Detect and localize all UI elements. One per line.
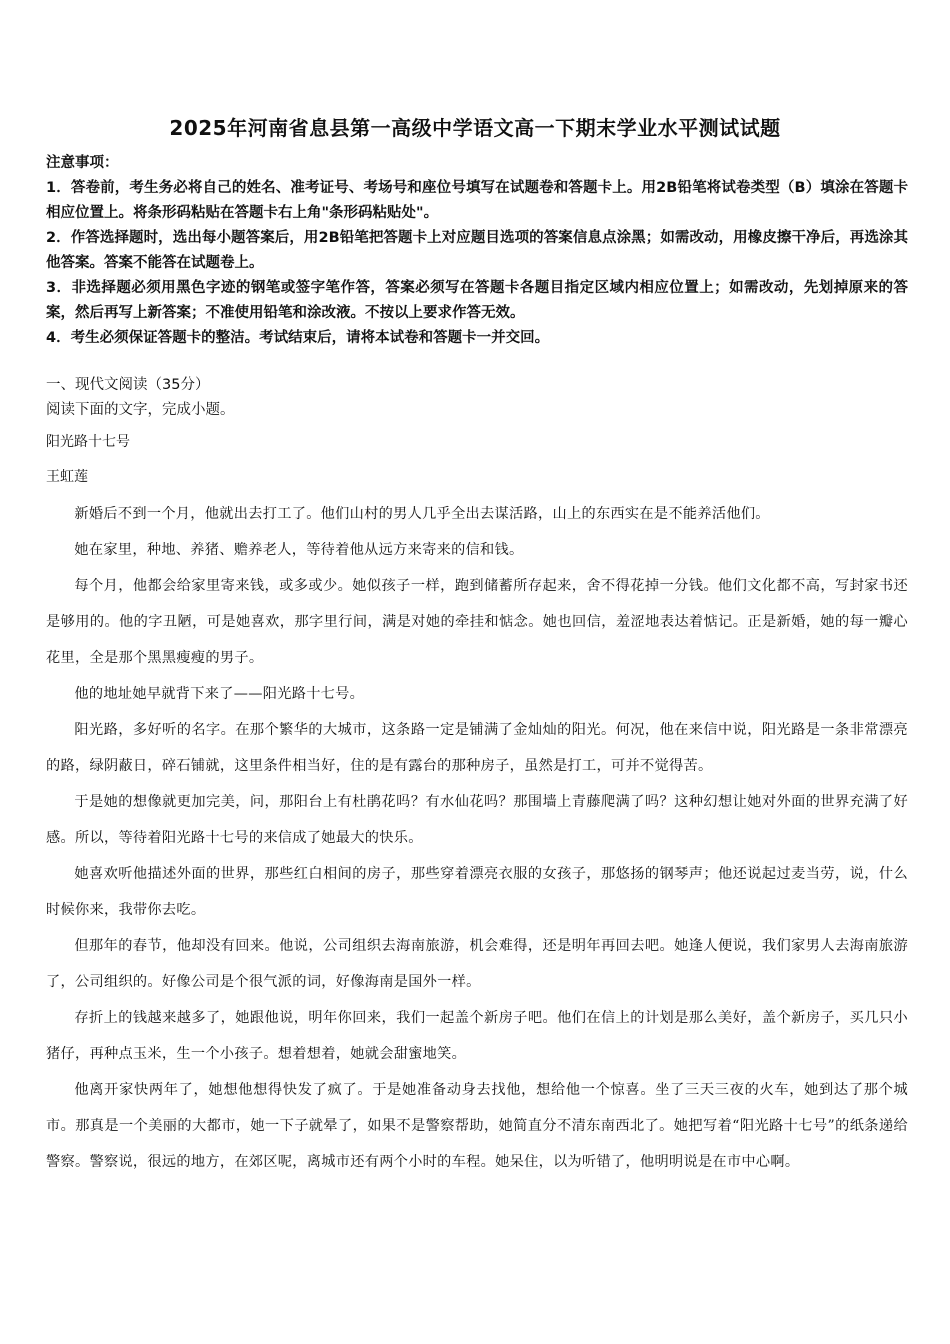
- section-heading: 一、现代文阅读（35分）: [46, 377, 210, 393]
- article-paragraph: 阳光路，多好听的名字。在那个繁华的大城市，这条路一定是铺满了金灿灿的阳光。何况，他在来信中说，阳光路是一条非常漂亮的路，绿阴蔽日，碎石铺就，这里条件相当好，住的是有露台的那种房子，虽然是打工，可并不觉得苦。: [46, 722, 908, 774]
- article-paragraph: 他离开家快两年了，她想他想得快发了疯了。于是她准备动身去找他，想给他一个惊喜。坐了三天三夜的火车，她到达了那个城市。那真是一个美丽的大都市，她一下子就晕了，如果不是警察帮助，她简直分不清东南西北了。她把写着“阳光路十七号”的纸条递给警察。警察说，很远的地方，在郊区呢，离城市还有两个小时的车程。她呆住，以为听错了，他明明说是在市中心啊。: [46, 1082, 908, 1170]
- article-paragraph: 她喜欢听他描述外面的世界，那些红白相间的房子，那些穿着漂亮衣服的女孩子，那悠扬的钢琴声；他还说起过麦当劳，说，什么时候你来，我带你去吃。: [46, 866, 908, 918]
- article-author: 王虹莲: [46, 469, 88, 485]
- notes-block: [46, 151, 908, 351]
- notes-heading: 注意事项：: [46, 155, 119, 171]
- article-paragraph: 于是她的想像就更加完美，问，那阳台上有杜鹃花吗？有水仙花吗？那围墙上青藤爬满了吗？这种幻想让她对外面的世界充满了好感。所以，等待着阳光路十七号的来信成了她最大的快乐。: [46, 794, 908, 846]
- section-instruction: 阅读下面的文字，完成小题。: [46, 402, 235, 418]
- note-item: 3．非选择题必须用黑色字迹的钢笔或签字笔作答，答案必须写在答题卡各题目指定区域内相应位置上；如需改动，先划掉原来的答案，然后再写上新答案；不准使用铅笔和涂改液。不按以上要求作答无效。: [46, 280, 908, 321]
- note-item: 2．作答选择题时，选出每小题答案后，用2B铅笔把答题卡上对应题目选项的答案信息点涂黑；如需改动，用橡皮擦干净后，再选涂其他答案。答案不能答在试题卷上。: [46, 230, 908, 271]
- article-paragraph: 存折上的钱越来越多了，她跟他说，明年你回来，我们一起盖个新房子吧。他们在信上的计划是那么美好，盖个新房子，买几只小猪仔，再种点玉米，生一个小孩子。想着想着，她就会甜蜜地笑。: [46, 1010, 908, 1062]
- article-paragraph: 但那年的春节，他却没有回来。他说，公司组织去海南旅游，机会难得，还是明年再回去吧。她逢人便说，我们家男人去海南旅游了，公司组织的。好像公司是个很气派的词，好像海南是国外一样。: [46, 938, 908, 990]
- exam-title: 2025年河南省息县第一高级中学语文高一下期末学业水平测试试题: [169, 116, 781, 140]
- article-paragraph: 她在家里，种地、养猪、赡养老人，等待着他从远方来寄来的信和钱。: [74, 542, 524, 558]
- note-item: 1．答卷前，考生务必将自己的姓名、准考证号、考场号和座位号填写在试题卷和答题卡上。用2B铅笔将试卷类型（B）填涂在答题卡相应位置上。将条形码粘贴在答题卡右上角"条形码粘贴处"。: [46, 180, 908, 221]
- article-paragraph: 每个月，他都会给家里寄来钱，或多或少。她似孩子一样，跑到储蓄所存起来，舍不得花掉一分钱。他们文化都不高，写封家书还是够用的。他的字丑陋，可是她喜欢，那字里行间，满是对她的牵挂和惦念。她也回信，羞涩地表达着惦记。正是新婚，她的每一瓣心花里，全是那个黑黑瘦瘦的男子。: [46, 578, 908, 666]
- note-item: 4．考生必须保证答题卡的整洁。考试结束后，请将本试卷和答题卡一并交回。: [46, 330, 550, 346]
- article-body: [46, 496, 908, 1180]
- article-paragraph: 他的地址她早就背下来了——阳光路十七号。: [74, 686, 365, 702]
- section-block: [46, 373, 908, 423]
- article-paragraph: 新婚后不到一个月，他就出去打工了。他们山村的男人几乎全出去谋活路，山上的东西实在是不能养活他们。: [74, 506, 770, 522]
- article-title: 阳光路十七号: [46, 434, 130, 450]
